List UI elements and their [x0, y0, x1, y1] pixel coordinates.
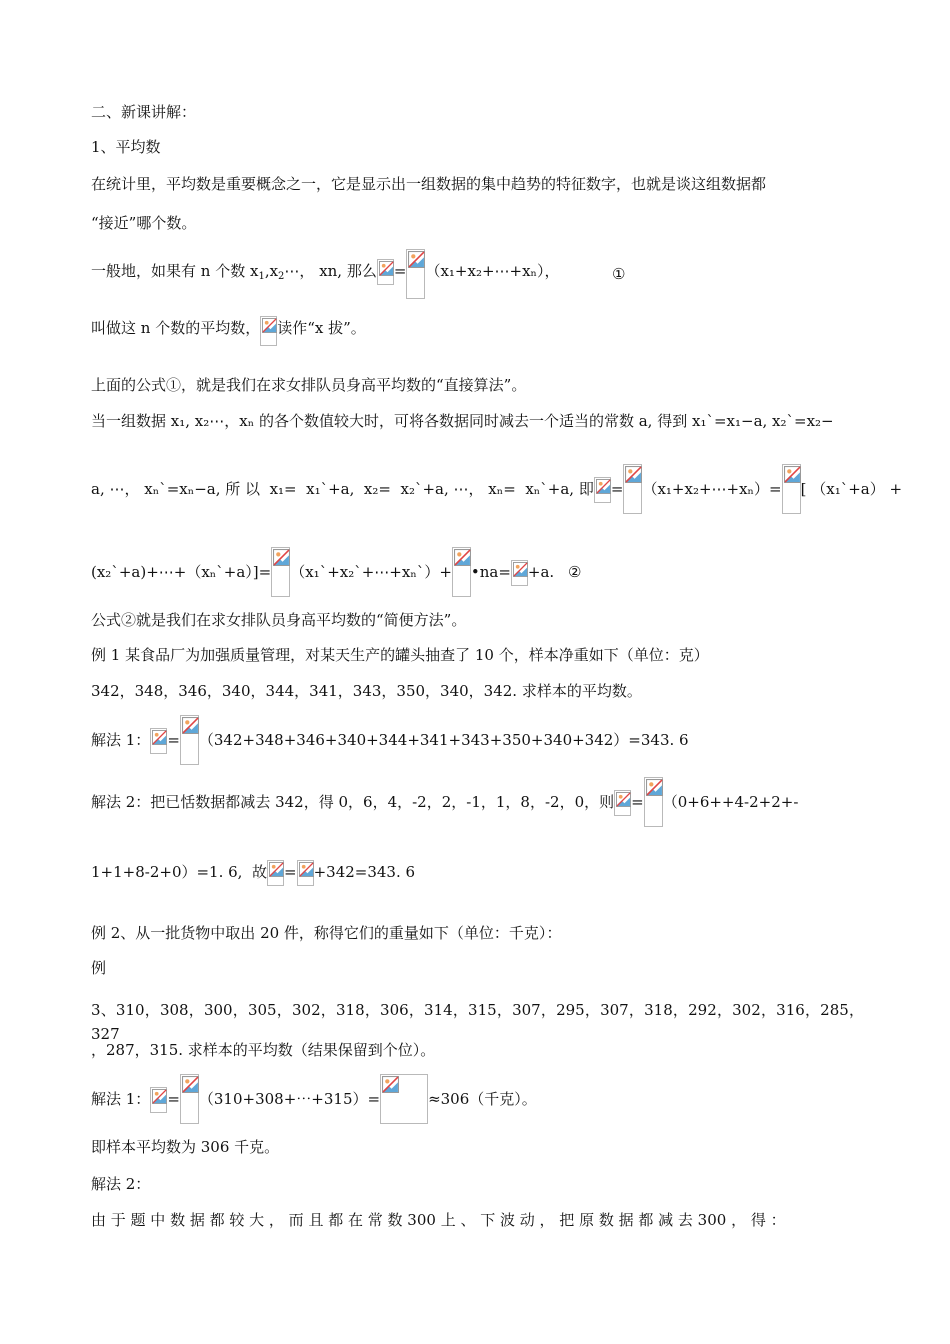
solution-2-line-1 [91, 790, 864, 827]
formula-marker-1: ① [612, 265, 626, 283]
deriv1-eq: = [610, 480, 624, 498]
called-line [91, 316, 864, 346]
def-formula: （x₁+x₂+⋯+xₙ）， [425, 262, 560, 280]
simple-method-line: 公式②就是我们在求女排队员身高平均数的“简便方法”。 [91, 611, 467, 629]
intro-line-2: “接近”哪个数。 [91, 214, 197, 232]
deriv1-a: a, ⋯， xₙ`=xₙ−a, 所 以 x₁= x₁`+a, x₂= x₂`+a, ⋯， xₙ= xₙ`+a, 即 [91, 480, 594, 498]
broken-image-icon [150, 728, 167, 754]
when-line: 当一组数据 x₁, x₂⋯，xₙ 的各个数值较大时，可将各数据同时减去一个适当的常数 a, 得到 x₁`=x₁−a, x₂`=x₂− [91, 412, 834, 430]
broken-image-icon [623, 464, 642, 514]
deriv1-c: [ （x₁`+a） + [800, 480, 903, 498]
solution-3-conclusion: 即样本平均数为 306 千克。 [91, 1138, 280, 1156]
solution-2-line-2 [91, 860, 864, 886]
deriv2-a: (x₂`+a)+⋯+（xₙ`+a）]= [91, 563, 272, 581]
deriv1-b: （x₁+x₂+⋯+xₙ）= [642, 480, 782, 498]
def-prefix: 一般地，如果有 n 个数 x [91, 262, 259, 280]
deriv2-d: +a. [527, 563, 555, 581]
formula-marker-2: ② [568, 563, 582, 581]
broken-image-icon [452, 547, 471, 597]
def-sub-1: 1 [258, 271, 265, 282]
solution-1-label: 解法 1： [91, 731, 151, 749]
solution-4-label: 解法 2： [91, 1175, 151, 1193]
broken-image-icon [260, 316, 277, 346]
broken-image-icon [511, 560, 528, 586]
derivation-line-1 [91, 477, 903, 514]
solution-3-line [91, 1087, 864, 1124]
def-sub-2: 2 [278, 271, 285, 282]
broken-image-icon [267, 860, 284, 886]
broken-image-icon [271, 547, 290, 597]
solution-3-label: 解法 1： [91, 1090, 151, 1108]
called-prefix: 叫做这 n 个数的平均数， [91, 319, 261, 337]
broken-image-icon [644, 777, 663, 827]
broken-image-icon [380, 1074, 428, 1124]
broken-image-icon [782, 464, 801, 514]
solution-3-formula: （310+308+⋯+315）= [198, 1090, 381, 1108]
section-heading: 二、新课讲解： [91, 103, 197, 121]
broken-image-icon [180, 1074, 199, 1124]
last-line: 由 于 题 中 数 据 都 较 大 ， 而 且 都 在 常 数 300 上 、 下 波 动 ， 把 原 数 据 都 减 去 300 ， 得 ： [91, 1211, 786, 1229]
solution-1-formula: （342+348+346+340+344+341+343+350+340+342）=343. 6 [198, 731, 689, 749]
subheading: 1、平均数 [91, 138, 161, 156]
solution-2-eq-2: = [284, 863, 297, 881]
broken-image-icon [297, 860, 314, 886]
example-3-data-1: 3、310，308，300，305，302，318，306，314，315，307，295，307，318，292，302，316，285，327 [91, 1001, 864, 1043]
deriv2-c: •na= [470, 563, 511, 581]
example-label: 例 [91, 959, 107, 977]
solution-2-eq: = [631, 793, 644, 811]
derivation-line-2 [91, 560, 864, 597]
deriv2-b: （x₁`+x₂`+⋯+xₙ`）+ [290, 563, 452, 581]
intro-line-1: 在统计里，平均数是重要概念之一，它是显示出一组数据的集中趋势的特征数字，也就是谈这组数据都 [91, 175, 767, 193]
definition-line [91, 259, 864, 299]
direct-method-line: 上面的公式①，就是我们在求女排队员身高平均数的“直接算法”。 [91, 376, 527, 394]
solution-2-b: （0+6++4-2+2+- [662, 793, 799, 811]
solution-1-eq: = [167, 731, 180, 749]
broken-image-icon [180, 715, 199, 765]
solution-2-a: 解法 2：把已恬数据都减去 342，得 0，6，4，-2，2，-1，1，8，-2，0，则 [91, 793, 615, 811]
broken-image-icon [406, 249, 425, 299]
solution-3-eq: = [167, 1090, 180, 1108]
called-suffix: 读作“x 拔”。 [277, 319, 366, 337]
def-eq: = [393, 262, 407, 280]
example-3-data-2: ，287，315. 求样本的平均数（结果保留到个位）。 [91, 1041, 436, 1059]
example-1-text: 例 1 某食品厂为加强质量管理，对某天生产的罐头抽查了 10 个，样本净重如下（单位：克） [91, 646, 709, 664]
def-mid-2: ⋯， xn, 那么 [284, 262, 377, 280]
broken-image-icon [594, 477, 611, 503]
solution-3-result: ≈306（千克）。 [428, 1090, 537, 1108]
solution-1-line [91, 728, 864, 765]
broken-image-icon [150, 1087, 167, 1113]
broken-image-icon [614, 790, 631, 816]
broken-image-icon [377, 259, 394, 285]
solution-2-c: 1+1+8-2+0）=1. 6, 故 [91, 863, 267, 881]
solution-2-d: +342=343. 6 [313, 863, 416, 881]
example-1-data: 342，348，346，340，344，341，343，350，340，342. 求样本的平均数。 [91, 682, 642, 700]
example-2-text: 例 2、从一批货物中取出 20 件，称得它们的重量如下（单位：千克）： [91, 924, 562, 942]
def-mid-1: ,x [264, 262, 279, 280]
